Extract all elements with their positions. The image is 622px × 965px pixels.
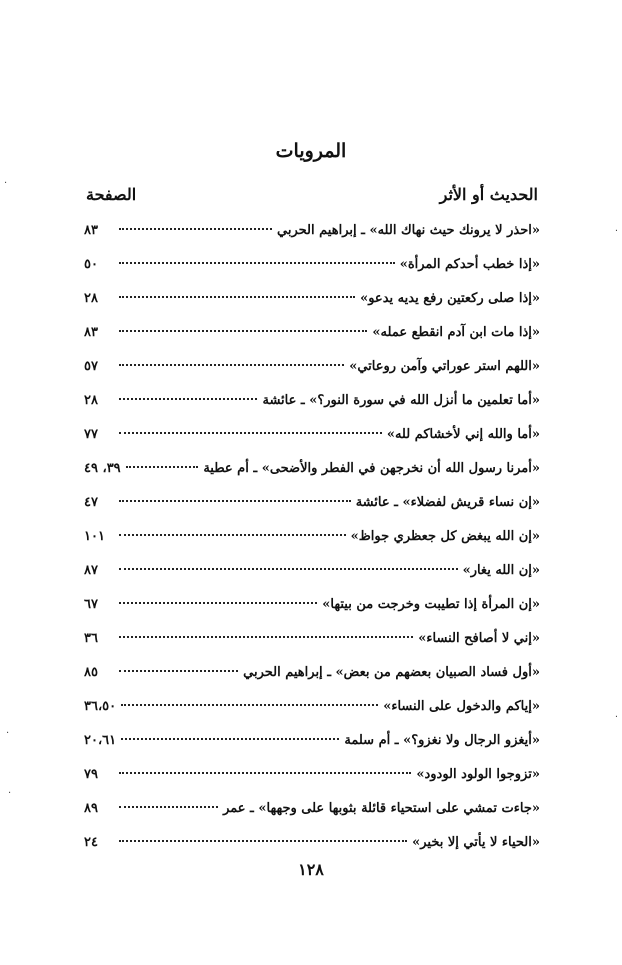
entry-text: «جاءت تمشي على استحياء قائلة بثوبها على وجهها» ـ عمر xyxy=(223,801,540,816)
dot-leader xyxy=(119,534,346,536)
hadith-column-header: الحديث أو الأثر xyxy=(439,184,538,204)
entry-page: ٥٠ xyxy=(84,257,98,272)
entry-text: «إني لا أصافح النساء» xyxy=(418,631,540,646)
entry-text: «أما والله إني لأخشاكم لله» xyxy=(386,427,540,442)
list-item xyxy=(84,801,540,835)
entry-page: ٨٥ xyxy=(84,665,98,680)
entry-page: ٢٠،٦١ xyxy=(84,733,117,748)
list-item xyxy=(84,427,540,461)
entry-text: «أمرنا رسول الله أن نخرجهن في الفطر والأضحى» ـ أم عطية xyxy=(203,461,540,476)
entry-page: ٨٣ xyxy=(84,325,98,340)
entry-text: «اللهم استر عوراتي وآمن روعاتي» xyxy=(349,359,540,374)
list-item xyxy=(84,597,540,631)
page-title: المرويات xyxy=(275,140,347,162)
margin-scan-mark: · xyxy=(614,226,618,237)
list-item xyxy=(84,529,540,563)
entry-page: ٣٦،٥٠ xyxy=(84,699,117,714)
dot-leader xyxy=(119,840,407,842)
list-item xyxy=(84,631,540,665)
column-headers xyxy=(86,182,538,206)
entry-text: «إذا خطب أحدكم المرأة» xyxy=(399,257,540,272)
entry-text: «الحياء لا يأتي إلا بخير» xyxy=(412,835,540,850)
entry-page: ٧٧ xyxy=(84,427,98,442)
entry-page: ٣٦ xyxy=(84,631,98,646)
dot-leader xyxy=(119,228,272,230)
list-item xyxy=(84,495,540,529)
list-item xyxy=(84,325,540,359)
entry-page: ٨٣ xyxy=(84,223,98,238)
entry-text: «إذا صلى ركعتين رفع يديه يدعو» xyxy=(360,291,540,306)
entry-page: ٢٨ xyxy=(84,291,98,306)
margin-scan-mark: · xyxy=(8,788,12,799)
page-column-header: الصفحة xyxy=(86,184,137,204)
page-number: ١٢٨ xyxy=(298,860,324,879)
narrations-index-list xyxy=(84,223,540,869)
entry-text: «إن الله يبغض كل جعظري جواظ» xyxy=(350,529,540,544)
entry-text: «إياكم والدخول على النساء» xyxy=(383,699,540,714)
entry-page: ٣٩، ٤٩ xyxy=(84,461,121,476)
list-item xyxy=(84,359,540,393)
entry-page: ٤٧ xyxy=(84,495,98,510)
entry-text: «أول فساد الصبيان بعضهم من بعض» ـ إبراهيم الحربي xyxy=(243,665,540,680)
list-item xyxy=(84,733,540,767)
dot-leader xyxy=(119,398,257,400)
list-item xyxy=(84,461,540,495)
dot-leader xyxy=(119,364,344,366)
dot-leader xyxy=(119,330,367,332)
entry-text: «إن المرأة إذا تطيبت وخرجت من بيتها» xyxy=(322,597,540,612)
entry-page: ٨٩ xyxy=(84,801,98,816)
entry-text: «إن الله يغار» xyxy=(462,563,540,578)
list-item xyxy=(84,393,540,427)
margin-scan-mark: · xyxy=(4,178,8,189)
entry-page: ٦٧ xyxy=(84,597,98,612)
list-item xyxy=(84,291,540,325)
list-item xyxy=(84,699,540,733)
dot-leader xyxy=(119,296,355,298)
entry-page: ٨٧ xyxy=(84,563,98,578)
dot-leader xyxy=(119,432,382,434)
list-item xyxy=(84,767,540,801)
dot-leader xyxy=(119,568,458,570)
entry-text: «أيغزو الرجال ولا نغزو؟» ـ أم سلمة xyxy=(344,733,540,748)
list-item xyxy=(84,223,540,257)
dot-leader xyxy=(119,262,395,264)
list-item xyxy=(84,257,540,291)
entry-text: «إن نساء قريش لفضلاء» ـ عائشة xyxy=(355,495,540,510)
dot-leader xyxy=(119,636,413,638)
entry-page: ٥٧ xyxy=(84,359,98,374)
dot-leader xyxy=(119,772,411,774)
entry-text: «احذر لا يرونك حيث نهاك الله» ـ إبراهيم الحربي xyxy=(277,223,540,238)
margin-scan-mark: · xyxy=(6,728,10,739)
entry-page: ٢٤ xyxy=(84,835,98,850)
list-item xyxy=(84,563,540,597)
dot-leader xyxy=(119,806,218,808)
entry-text: «إذا مات ابن آدم انقطع عمله» xyxy=(372,325,540,340)
margin-scan-mark: · xyxy=(614,712,618,723)
entry-page: ٢٨ xyxy=(84,393,98,408)
entry-text: «تزوجوا الولود الودود» xyxy=(416,767,540,782)
dot-leader xyxy=(121,704,378,706)
dot-leader xyxy=(119,602,317,604)
entry-page: ٧٩ xyxy=(84,767,98,782)
dot-leader xyxy=(126,466,199,468)
dot-leader xyxy=(119,670,238,672)
dot-leader xyxy=(121,738,339,740)
list-item xyxy=(84,665,540,699)
entry-page: ١٠١ xyxy=(84,529,105,544)
entry-text: «أما تعلمين ما أنزل الله في سورة النور؟» ـ عائشة xyxy=(262,393,540,408)
dot-leader xyxy=(119,500,351,502)
